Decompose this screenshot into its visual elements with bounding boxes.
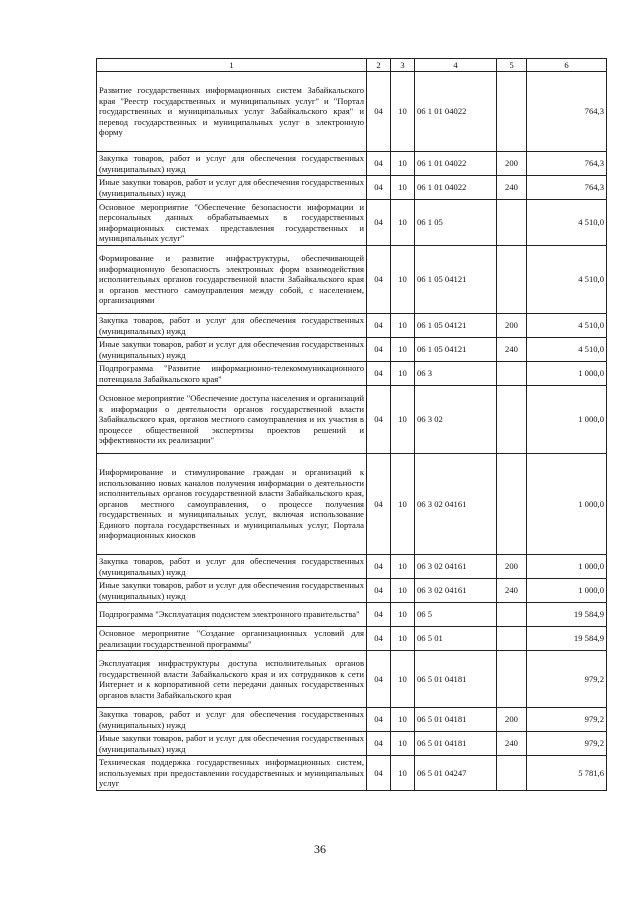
row-amount: 1 000,0: [527, 555, 607, 579]
row-section: 04: [367, 756, 391, 791]
row-expense-type: [497, 454, 527, 555]
table-row: [97, 579, 607, 603]
row-subsection: 10: [391, 756, 415, 791]
row-target-code: 06 1 01 04022: [415, 152, 497, 176]
row-amount: 764,3: [527, 176, 607, 200]
row-expense-type: 240: [497, 176, 527, 200]
row-subsection: 10: [391, 72, 415, 152]
row-name: Иные закупки товаров, работ и услуг для обеспечения государственных (муниципальных) нужд: [97, 338, 367, 362]
row-subsection: 10: [391, 651, 415, 708]
row-target-code: 06 1 05: [415, 200, 497, 246]
row-section: 04: [367, 200, 391, 246]
row-amount: 1 000,0: [527, 386, 607, 454]
row-expense-type: 240: [497, 338, 527, 362]
column-header-3: 3: [391, 59, 415, 72]
row-subsection: 10: [391, 314, 415, 338]
row-section: 04: [367, 732, 391, 756]
row-target-code: 06 3: [415, 362, 497, 386]
row-subsection: 10: [391, 386, 415, 454]
row-amount: 979,2: [527, 732, 607, 756]
row-expense-type: [497, 246, 527, 314]
row-name: Закупка товаров, работ и услуг для обеспечения государственных (муниципальных) нужд: [97, 152, 367, 176]
row-target-code: 06 5 01: [415, 627, 497, 651]
row-section: 04: [367, 603, 391, 627]
row-amount: 4 510,0: [527, 314, 607, 338]
row-section: 04: [367, 314, 391, 338]
table-row: [97, 176, 607, 200]
row-amount: 979,2: [527, 708, 607, 732]
row-expense-type: 240: [497, 579, 527, 603]
row-amount: 4 510,0: [527, 200, 607, 246]
table-row: [97, 627, 607, 651]
table-row: [97, 756, 607, 791]
row-expense-type: 200: [497, 708, 527, 732]
row-name: Иные закупки товаров, работ и услуг для обеспечения государственных (муниципальных) нужд: [97, 579, 367, 603]
row-expense-type: 240: [497, 732, 527, 756]
table-row: [97, 200, 607, 246]
row-subsection: 10: [391, 200, 415, 246]
row-name: Формирование и развитие инфраструктуры, обеспечивающей информационную безопасность электронных форм взаимодействия исполнительных органов государственной власти Забайкальского края и органов местного самоуправления между собой, с населением, организациями: [97, 246, 367, 314]
row-target-code: 06 5 01 04181: [415, 732, 497, 756]
row-section: 04: [367, 152, 391, 176]
row-amount: 1 000,0: [527, 362, 607, 386]
table-header-row: [97, 59, 607, 72]
row-section: 04: [367, 338, 391, 362]
row-target-code: 06 1 01 04022: [415, 176, 497, 200]
row-target-code: 06 1 05 04121: [415, 314, 497, 338]
row-target-code: 06 3 02 04161: [415, 579, 497, 603]
table-row: [97, 454, 607, 555]
row-name: Иные закупки товаров, работ и услуг для обеспечения государственных (муниципальных) нужд: [97, 732, 367, 756]
row-section: 04: [367, 362, 391, 386]
row-section: 04: [367, 176, 391, 200]
row-section: 04: [367, 386, 391, 454]
column-header-1: 1: [97, 59, 367, 72]
row-name: Подпрограмма "Развитие информационно-телекоммуникационного потенциала Забайкальского края": [97, 362, 367, 386]
column-header-4: 4: [415, 59, 497, 72]
row-target-code: 06 3 02: [415, 386, 497, 454]
row-name: Подпрограмма "Эксплуатация подсистем электронного правительства": [97, 603, 367, 627]
row-expense-type: 200: [497, 314, 527, 338]
row-section: 04: [367, 651, 391, 708]
row-target-code: 06 1 05 04121: [415, 246, 497, 314]
column-header-2: 2: [367, 59, 391, 72]
row-expense-type: 200: [497, 152, 527, 176]
row-amount: 979,2: [527, 651, 607, 708]
row-amount: 19 584,9: [527, 627, 607, 651]
row-expense-type: [497, 651, 527, 708]
table-row: [97, 651, 607, 708]
table-row: [97, 708, 607, 732]
row-amount: 19 584,9: [527, 603, 607, 627]
row-subsection: 10: [391, 176, 415, 200]
row-name: Закупка товаров, работ и услуг для обеспечения государственных (муниципальных) нужд: [97, 314, 367, 338]
row-amount: 4 510,0: [527, 246, 607, 314]
table-row: [97, 314, 607, 338]
row-name: Основное мероприятие "Создание организационных условий для реализации государственной программы": [97, 627, 367, 651]
row-subsection: 10: [391, 454, 415, 555]
row-section: 04: [367, 555, 391, 579]
row-name: Закупка товаров, работ и услуг для обеспечения государственных (муниципальных) нужд: [97, 555, 367, 579]
row-subsection: 10: [391, 732, 415, 756]
row-name: Закупка товаров, работ и услуг для обеспечения государственных (муниципальных) нужд: [97, 708, 367, 732]
row-expense-type: [497, 603, 527, 627]
row-target-code: 06 5 01 04181: [415, 651, 497, 708]
row-expense-type: 200: [497, 555, 527, 579]
column-header-5: 5: [497, 59, 527, 72]
row-subsection: 10: [391, 708, 415, 732]
table-row: [97, 732, 607, 756]
row-target-code: 06 3 02 04161: [415, 454, 497, 555]
row-name: Иные закупки товаров, работ и услуг для обеспечения государственных (муниципальных) нужд: [97, 176, 367, 200]
table-row: [97, 152, 607, 176]
row-amount: 1 000,0: [527, 579, 607, 603]
row-target-code: 06 1 05 04121: [415, 338, 497, 362]
row-name: Основное мероприятие "Обеспечение доступа населения и организаций к информации о деятельности органов государственной власти Забайкальского края, органов местного самоуправления и их участия в процессе общественной экспертизы проектов решений и эффективности их реализации": [97, 386, 367, 454]
table-row: [97, 386, 607, 454]
row-target-code: 06 5: [415, 603, 497, 627]
row-name: Информирование и стимулирование граждан и организаций к использованию новых каналов получения информации о деятельности исполнительных органов государственной власти Забайкальского края, органов местного самоуправления, о процессе получения государственных и муниципальных услуг, включая использование Единого портала государственных и муниципальных услуг, Портала информационных киосков: [97, 454, 367, 555]
row-subsection: 10: [391, 362, 415, 386]
row-name: Развитие государственных информационных систем Забайкальского края "Реестр государственных и муниципальных услуг" и "Портал государственных и муниципальных услуг Забайкальского края" и перевод государственных и муниципальных услуг в электронную форму: [97, 72, 367, 152]
column-header-6: 6: [527, 59, 607, 72]
row-subsection: 10: [391, 603, 415, 627]
row-target-code: 06 5 01 04181: [415, 708, 497, 732]
row-subsection: 10: [391, 555, 415, 579]
row-target-code: 06 5 01 04247: [415, 756, 497, 791]
row-amount: 764,3: [527, 152, 607, 176]
table-row: [97, 338, 607, 362]
row-name: Эксплуатация инфраструктуры доступа исполнительных органов государственной власти Забайкальского края и их сотрудников к сети Интернет и к корпоративной сети передачи данных государственных органов власти Забайкальского края: [97, 651, 367, 708]
row-expense-type: [497, 362, 527, 386]
row-name: Техническая поддержка государственных информационных систем, используемых при предоставлении государственных и муниципальных услуг: [97, 756, 367, 791]
row-subsection: 10: [391, 627, 415, 651]
row-expense-type: [497, 72, 527, 152]
row-target-code: 06 1 01 04022: [415, 72, 497, 152]
row-section: 04: [367, 708, 391, 732]
row-subsection: 10: [391, 338, 415, 362]
row-section: 04: [367, 246, 391, 314]
row-amount: 4 510,0: [527, 338, 607, 362]
row-target-code: 06 3 02 04161: [415, 555, 497, 579]
row-subsection: 10: [391, 152, 415, 176]
table-row: [97, 362, 607, 386]
row-expense-type: [497, 756, 527, 791]
row-subsection: 10: [391, 246, 415, 314]
row-amount: 1 000,0: [527, 454, 607, 555]
table-row: [97, 555, 607, 579]
row-expense-type: [497, 627, 527, 651]
table-row: [97, 72, 607, 152]
row-name: Основное мероприятие "Обеспечение безопасности информации и персональных данных обрабатываемых в государственных информационных системах представления государственных и муниципальных услуг": [97, 200, 367, 246]
table-row: [97, 246, 607, 314]
row-section: 04: [367, 579, 391, 603]
row-amount: 764,3: [527, 72, 607, 152]
row-section: 04: [367, 454, 391, 555]
row-amount: 5 781,6: [527, 756, 607, 791]
row-expense-type: [497, 200, 527, 246]
row-subsection: 10: [391, 579, 415, 603]
page-number: 36: [314, 842, 326, 856]
row-section: 04: [367, 72, 391, 152]
budget-table: [96, 58, 607, 791]
row-expense-type: [497, 386, 527, 454]
row-section: 04: [367, 627, 391, 651]
table-row: [97, 603, 607, 627]
